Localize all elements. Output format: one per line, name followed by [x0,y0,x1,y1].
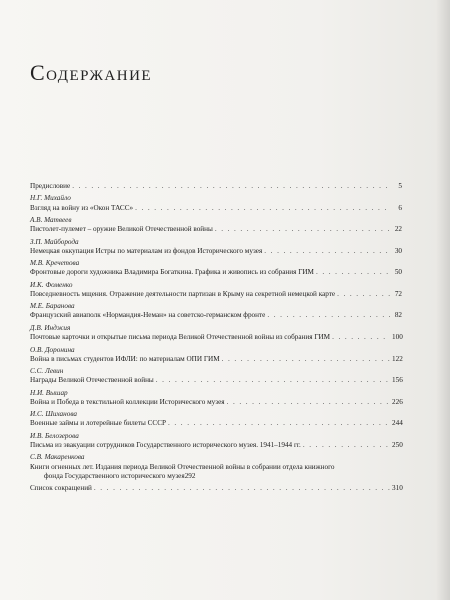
page-edge-shadow [436,0,450,600]
toc-entry-title-line1: Книги огненных лет. Издания периода Великой Отечественной войны в собрании отдела книжного [30,462,335,471]
toc-page-number: 5 [398,182,402,190]
toc-entry [30,432,402,450]
toc-entry [30,259,402,277]
toc-entry-title: Почтовые карточки и открытые письма периода Великой Отечественной войны из собрания ГИМ [30,333,331,342]
dot-leader [332,333,390,342]
toc-author: А.В. Матвеев [30,216,72,225]
toc-entry-title: Война и Победа в текстильной коллекции Исторического музея [30,397,225,406]
toc-entry-title-line2: фонда Государственного исторического музея [44,471,185,480]
toc-page-number: 100 [392,333,403,342]
toc-entry-title: Награды Великой Отечественной войны [30,376,154,385]
dot-leader [316,268,390,277]
toc-author: З.П. Майборода [30,237,79,246]
toc-page-number: 244 [392,419,403,428]
dot-leader [168,419,390,428]
toc-entry [30,281,402,299]
dot-leader [215,225,390,234]
dot-leader [267,311,390,320]
dot-leader [72,182,390,191]
page-title: Содержание [30,60,153,85]
toc-author: И.В. Белозерова [30,431,79,440]
toc-author: С.В. Макаренкова [30,453,85,462]
toc-page-number: 250 [392,440,403,449]
toc-entry [30,389,402,407]
toc-author: Н.И. Вышар [30,388,68,397]
toc-author: Д.В. Инджия [30,323,71,332]
toc-author: С.С. Левин [30,367,64,376]
toc-entry [30,324,402,342]
toc-entry [30,302,402,320]
toc-author: И.С. Шиханова [30,410,77,419]
toc-entry [30,367,402,385]
dot-leader [135,204,390,213]
dot-leader [337,290,390,299]
toc-entries [30,194,402,450]
dot-leader [303,441,390,450]
toc-entry-title: Письма из эвакуации сотрудников Государственного исторического музея. 1941–1944 гг. [30,440,301,449]
toc-entry [30,346,402,364]
toc-page-number: 292 [184,471,196,480]
toc-author: М.Е. Баранова [30,302,75,311]
toc-page-number: 156 [392,376,403,385]
toc-author: Н.Г. Михайло [30,194,71,203]
toc-preface [30,182,402,191]
toc-page-number: 50 [394,268,402,277]
toc-page-number: 122 [392,354,403,363]
toc-entry-title: Пистолет-пулемет – оружие Великой Отечественной войны [30,225,213,234]
toc-page-number: 22 [394,225,402,234]
toc-page-number: 30 [394,246,402,255]
dot-leader [156,376,390,385]
dot-leader [264,247,390,256]
toc-author: И.К. Фоменко [30,280,73,289]
toc-entry [30,216,402,234]
toc-page-number: 82 [394,311,402,320]
toc-entry-title: Повседневность мщения. Отражение деятельности партизан в Крыму на секретной немецкой карте [30,289,336,298]
toc-entry [30,453,402,480]
toc-entry-title: Немецкая оккупация Истры по материалам из фондов Исторического музея [30,246,263,255]
toc-entry-title: Война в письмах студентов ИФЛИ: по материалам ОПИ ГИМ [30,354,220,363]
toc-entry-title: Взгляд на войну из «Окон ТАСС» [30,203,134,212]
toc-entry [30,410,402,428]
toc-entry-title: Французский авиаполк «Нормандия-Неман» на советско-германском фронте [30,311,266,320]
dot-leader [222,355,390,364]
toc-page-number: 72 [394,289,402,298]
toc-page-number: 6 [398,203,402,212]
table-of-contents [30,182,402,497]
dot-leader [94,484,390,493]
toc-entry-title: Военные займы и лотерейные билеты СССР [30,419,167,428]
toc-author: М.В. Кречетова [30,259,80,268]
toc-page-number: 310 [392,484,403,493]
toc-entry-title: Список сокращений [30,484,92,493]
toc-entry [30,238,402,256]
toc-entry-title: Предисловие [30,182,71,190]
toc-abbreviations [30,484,402,493]
toc-author: О.В. Доронина [30,345,75,354]
toc-page-number: 226 [392,397,403,406]
toc-entry-title: Фронтовые дороги художника Владимира Богаткина. Графика и живопись из собрания ГИМ [30,268,314,277]
toc-entry [30,194,402,212]
dot-leader [227,398,390,407]
